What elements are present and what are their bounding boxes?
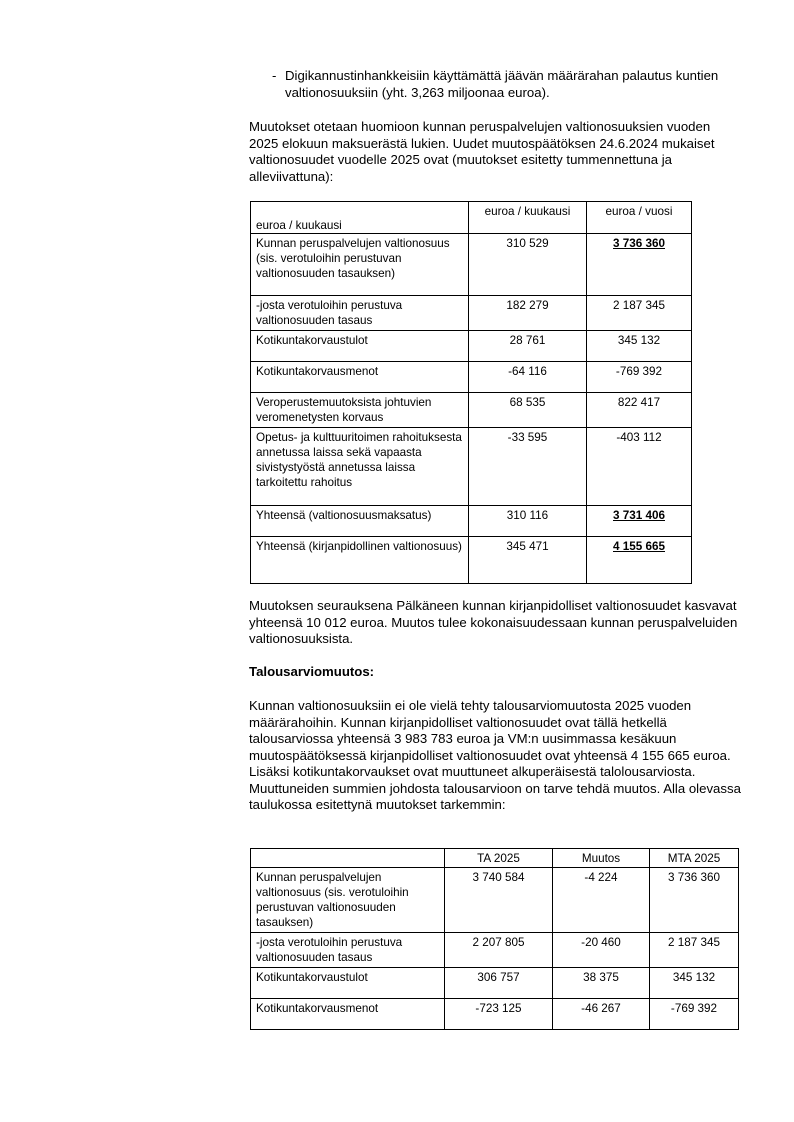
monthly-value: 182 279 (469, 296, 587, 331)
muutos-value: 38 375 (553, 968, 650, 999)
row-label: Kotikuntakorvausmenot (251, 362, 469, 393)
row-label: Opetus- ja kulttuuritoimen rahoituksesta annetussa laissa sekä vapaasta sivistystyöstä annetussa laissa tarkoitettu rahoitus (251, 428, 469, 506)
row-label: Kunnan peruspalvelujen valtionosuus (sis. verotuloihin perustuvan valtionosuuden tasauksen) (251, 234, 469, 296)
talousarvio-table (250, 848, 739, 1030)
header-cell: euroa / vuosi (587, 202, 692, 234)
table-row (251, 393, 692, 428)
ta-value: 306 757 (445, 968, 553, 999)
table-row (251, 968, 739, 999)
header-cell: MTA 2025 (650, 849, 739, 868)
section-heading: Talousarviomuutos: (249, 664, 375, 679)
monthly-value: 310 529 (469, 234, 587, 296)
yearly-value: 345 132 (587, 331, 692, 362)
table-row (251, 234, 692, 296)
row-label: Yhteensä (kirjanpidollinen valtionosuus) (251, 537, 469, 584)
header-cell: TA 2025 (445, 849, 553, 868)
ta-value: 2 207 805 (445, 933, 553, 968)
header-cell (251, 849, 445, 868)
monthly-value: 310 116 (469, 506, 587, 537)
bullet-item (272, 67, 742, 101)
table-row (251, 933, 739, 968)
paragraph-intro: Muutokset otetaan huomioon kunnan peruspalvelujen valtionosuuksien vuoden 2025 elokuun maksuerästä lukien. Uudet muutospäätöksen 24.6.2024 mukaiset valtionosuudet vuodelle 2025 ovat (muutokset esitetty tummennettuna ja alleviivattuna): (249, 119, 715, 184)
table-header-row (251, 202, 692, 234)
table-row (251, 428, 692, 506)
header-cell: euroa / kuukausi (469, 202, 587, 234)
yearly-value: 4 155 665 (587, 537, 692, 584)
monthly-value: 28 761 (469, 331, 587, 362)
muutos-value: -4 224 (553, 868, 650, 933)
table-row (251, 362, 692, 393)
ta-value: -723 125 (445, 999, 553, 1030)
table-row (251, 331, 692, 362)
mta-value: 3 736 360 (650, 868, 739, 933)
valtionosuus-table (250, 201, 692, 584)
paragraph-result: Muutoksen seurauksena Pälkäneen kunnan kirjanpidolliset valtionosuudet kasvavat yhteensä 10 012 euroa. Muutos tulee kokonaisuudessaan kunnan peruspalveluiden valtionosuuksista. (249, 598, 738, 646)
header-cell: euroa / kuukausi (251, 202, 469, 234)
header-cell: Muutos (553, 849, 650, 868)
bullet-dash: - (272, 68, 277, 83)
yearly-value: -403 112 (587, 428, 692, 506)
bullet-text: Digikannustinhankkeisiin käyttämättä jäävän määrärahan palautus kuntien valtionosuuksiin (yht. 3,263 miljoonaa euroa). (285, 68, 719, 100)
table-row (251, 537, 692, 584)
yearly-value: 822 417 (587, 393, 692, 428)
table-header-row (251, 849, 739, 868)
mta-value: 2 187 345 (650, 933, 739, 968)
ta-value: 3 740 584 (445, 868, 553, 933)
table-row (251, 868, 739, 933)
table-row (251, 999, 739, 1030)
row-label: Kunnan peruspalvelujen valtionosuus (sis. verotuloihin perustuvan valtionosuuden tasauksen) (251, 868, 445, 933)
yearly-value: 2 187 345 (587, 296, 692, 331)
mta-value: 345 132 (650, 968, 739, 999)
table-row (251, 506, 692, 537)
row-label: Kotikuntakorvaustulot (251, 331, 469, 362)
table-row (251, 296, 692, 331)
yearly-value: 3 731 406 (587, 506, 692, 537)
yearly-value: 3 736 360 (587, 234, 692, 296)
monthly-value: -33 595 (469, 428, 587, 506)
row-label: Kotikuntakorvausmenot (251, 999, 445, 1030)
row-label: -josta verotuloihin perustuva valtionosuuden tasaus (251, 296, 469, 331)
muutos-value: -46 267 (553, 999, 650, 1030)
row-label: Kotikuntakorvaustulot (251, 968, 445, 999)
row-label: -josta verotuloihin perustuva valtionosuuden tasaus (251, 933, 445, 968)
monthly-value: -64 116 (469, 362, 587, 393)
yearly-value: -769 392 (587, 362, 692, 393)
monthly-value: 345 471 (469, 537, 587, 584)
row-label: Yhteensä (valtionosuusmaksatus) (251, 506, 469, 537)
mta-value: -769 392 (650, 999, 739, 1030)
paragraph-budget: Kunnan valtionosuuksiin ei ole vielä tehty talousarviomuutosta 2025 vuoden määrärahoihin. Kunnan kirjanpidolliset valtionosuudet ovat tällä hetkellä talousarviossa yhteensä 3 983 783 euroa ja VM:n uusimmassa kesäkuun muutospäätöksessä kirjanpidolliset valtionosuudet ovat yhteensä 4 155 665 euroa. Lisäksi kotikuntakorvaukset ovat muuttuneet alkuperäisestä talolousarviosta. Muuttuneiden summien johdosta talousarvioon on tarve tehdä muutos. Alla olevassa taulukossa esitettynä muutokset tarkemmin: (249, 698, 741, 812)
monthly-value: 68 535 (469, 393, 587, 428)
row-label: Veroperustemuutoksista johtuvien veromenetysten korvaus (251, 393, 469, 428)
muutos-value: -20 460 (553, 933, 650, 968)
